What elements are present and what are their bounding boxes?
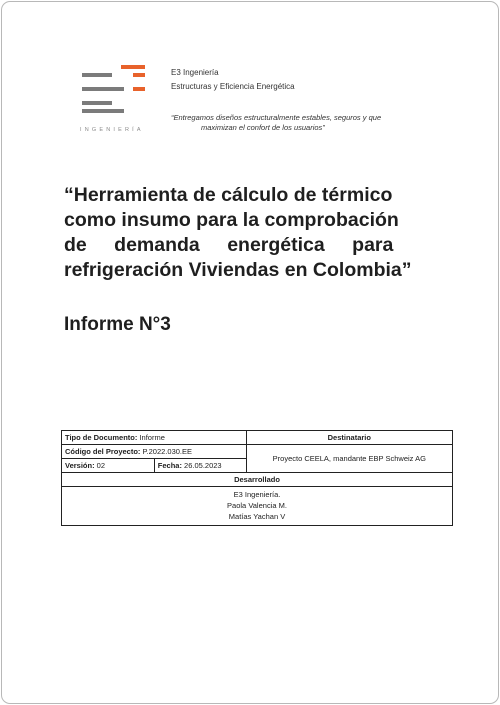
logo-bar bbox=[133, 87, 145, 91]
document-title bbox=[64, 183, 449, 283]
logo-bar bbox=[82, 109, 124, 113]
slogan-line-1: “Entregamos diseños estructuralmente estables, seguros y que bbox=[171, 113, 382, 122]
developer-name: Paola Valencia M. bbox=[227, 501, 287, 510]
recipient-value-cell bbox=[246, 445, 452, 473]
version-cell bbox=[62, 459, 155, 473]
version-label: Versión: bbox=[65, 461, 95, 470]
document-info-table bbox=[61, 430, 453, 526]
logo-bar bbox=[82, 87, 124, 91]
recipient-header-cell bbox=[246, 431, 452, 445]
table-row bbox=[62, 487, 453, 526]
version-value: 02 bbox=[94, 461, 106, 470]
report-number: Informe N°3 bbox=[64, 314, 171, 335]
project-code-label: Código del Proyecto: bbox=[65, 447, 141, 456]
developed-header: Desarrollado bbox=[234, 475, 280, 484]
logo-bar bbox=[133, 73, 145, 77]
logo-bar bbox=[82, 73, 112, 77]
company-name: E3 Ingeniería bbox=[171, 68, 219, 77]
title-line-4: refrigeración Viviendas en Colombia” bbox=[64, 259, 412, 281]
developers-cell bbox=[62, 487, 453, 526]
table-row bbox=[62, 431, 453, 445]
project-code-value: P.2022.030.EE bbox=[140, 447, 192, 456]
table-row bbox=[62, 445, 453, 459]
title-line-1: “Herramienta de cálculo de térmico bbox=[64, 184, 393, 206]
date-value: 26.05.2023 bbox=[181, 461, 222, 470]
developed-header-cell bbox=[62, 473, 453, 487]
doc-type-value: Informe bbox=[137, 433, 165, 442]
logo-bar bbox=[121, 65, 145, 69]
logo-bar bbox=[82, 101, 112, 105]
recipient-header: Destinatario bbox=[327, 433, 371, 442]
title-line-2: como insumo para la comprobación bbox=[64, 209, 399, 231]
title-line-3: de demanda energética para bbox=[64, 234, 394, 256]
recipient-value: Proyecto CEELA, mandante EBP Schweiz AG bbox=[272, 454, 426, 463]
developer-name: Matías Yachan V bbox=[228, 512, 286, 521]
company-block bbox=[171, 66, 295, 94]
date-label: Fecha: bbox=[157, 461, 182, 470]
document-page bbox=[1, 1, 499, 704]
company-subtitle: Estructuras y Eficiencia Energética bbox=[171, 82, 295, 91]
slogan bbox=[171, 113, 441, 133]
slogan-line-2: maximizan el confort de los usuarios” bbox=[201, 123, 325, 132]
developer-name: E3 Ingeniería. bbox=[233, 490, 281, 499]
company-logo bbox=[80, 64, 150, 136]
table-row bbox=[62, 473, 453, 487]
project-code-cell bbox=[62, 445, 247, 459]
logo-word: INGENIERÍA bbox=[80, 127, 144, 133]
date-cell bbox=[154, 459, 246, 473]
doc-type-label: Tipo de Documento: bbox=[65, 433, 138, 442]
doc-type-cell bbox=[62, 431, 247, 445]
